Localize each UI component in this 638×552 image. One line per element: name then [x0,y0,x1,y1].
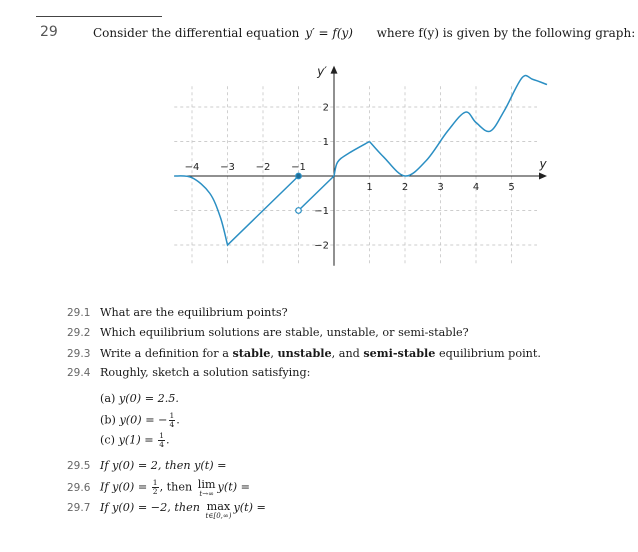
max-operator [205,501,231,521]
problem-text-before: Consider the differential equation [93,26,300,40]
denominator: 4 [169,420,175,429]
part-text: If y(0) = 2, then y(t) = [100,459,227,472]
denominator: 2 [152,487,158,496]
x-tick-label: 3 [437,182,444,193]
part-number: 29.3 [67,348,91,360]
part-29-5 [67,459,227,472]
numerator: 1 [152,478,158,487]
part-number: 29.4 [67,367,91,379]
curve-segment-rise [334,142,370,177]
closed-point-marker [296,173,302,179]
term-unstable: unstable [277,346,332,360]
period: . [166,433,170,447]
open-point-marker [296,208,302,214]
x-tick-label: 1 [366,182,373,193]
x-tick-label: −3 [220,162,235,173]
numerator: 1 [159,431,164,440]
subpart-c [100,432,170,449]
y-tick-label: −1 [314,206,329,217]
x-tick-label: −1 [291,162,306,173]
x-tick-label: 2 [401,182,409,193]
part-text-pre: Write a definition for a [100,347,233,360]
subpart-a [100,392,179,405]
part-text-post: equilibrium point. [435,347,541,360]
operator-name: lim [197,478,216,491]
period: . [176,413,180,427]
subpart-b [100,412,180,429]
subpart-expr: y(0) = 2.5. [118,392,179,405]
x-tick-label: 4 [472,182,480,193]
part-text-mid: , then [159,480,196,494]
term-semi-stable: semi-stable [363,346,436,360]
conjunction: , and [331,347,364,360]
curve-segment-right [370,76,548,176]
term-stable: stable [232,346,271,360]
operator-subscript: t∈[0,∞) [205,512,232,520]
part-text: What are the equilibrium points? [100,306,288,319]
x-axis-arrow [539,173,547,180]
function-graph [170,62,560,288]
subpart-label: (a) [100,392,116,405]
part-text-post: y(t) = [233,501,266,514]
part-number: 29.6 [67,481,91,494]
part-29-6 [67,479,250,499]
problem-statement [93,26,635,40]
x-tick-label: 5 [508,182,515,193]
problem-text-after: where f(y) is given by the following graph: [376,26,636,40]
part-text: Roughly, sketch a solution satisfying: [100,366,311,379]
subpart-expr: y(1) = [118,433,158,447]
part-number: 29.7 [67,502,91,514]
subpart-label: (c) [100,433,115,447]
problem-number: 29 [40,24,58,40]
y-tick-label: −2 [314,240,329,252]
fraction [169,412,176,429]
part-text: Which equilibrium solutions are stable, unstable, or semi-stable? [100,326,469,339]
x-tick-label: −2 [255,162,271,173]
part-29-4 [67,366,310,379]
part-29-3 [67,346,541,360]
subpart-expr: y(0) = − [119,413,168,427]
y-tick-label: 2 [322,102,329,114]
limit-operator [198,479,216,499]
part-text-post: y(t) = [217,480,251,494]
part-number: 29.1 [67,307,91,319]
differential-equation: y′ = f(y) [305,26,353,40]
part-number: 29.2 [67,327,91,339]
fraction [158,432,165,449]
part-29-2 [67,326,469,339]
x-axis-label: y [539,157,547,171]
numerator: 1 [169,411,175,420]
part-text-pre: If y(0) = −2, then [100,501,204,514]
part-number: 29.5 [67,460,91,472]
operator-subscript: t→∞ [199,490,214,498]
top-rule [36,16,162,17]
part-text-pre: If y(0) = [100,480,151,494]
x-tick-label: −4 [184,162,200,173]
y-axis-arrow [331,66,338,74]
y-axis-label: y′ [317,64,327,79]
fraction [152,479,159,496]
denominator: 4 [159,440,164,449]
part-29-7 [67,501,266,521]
part-29-1 [67,306,288,319]
comma: , [270,347,278,360]
operator-name: max [206,500,231,513]
subpart-label: (b) [100,413,116,427]
y-tick-label: 1 [322,137,329,148]
